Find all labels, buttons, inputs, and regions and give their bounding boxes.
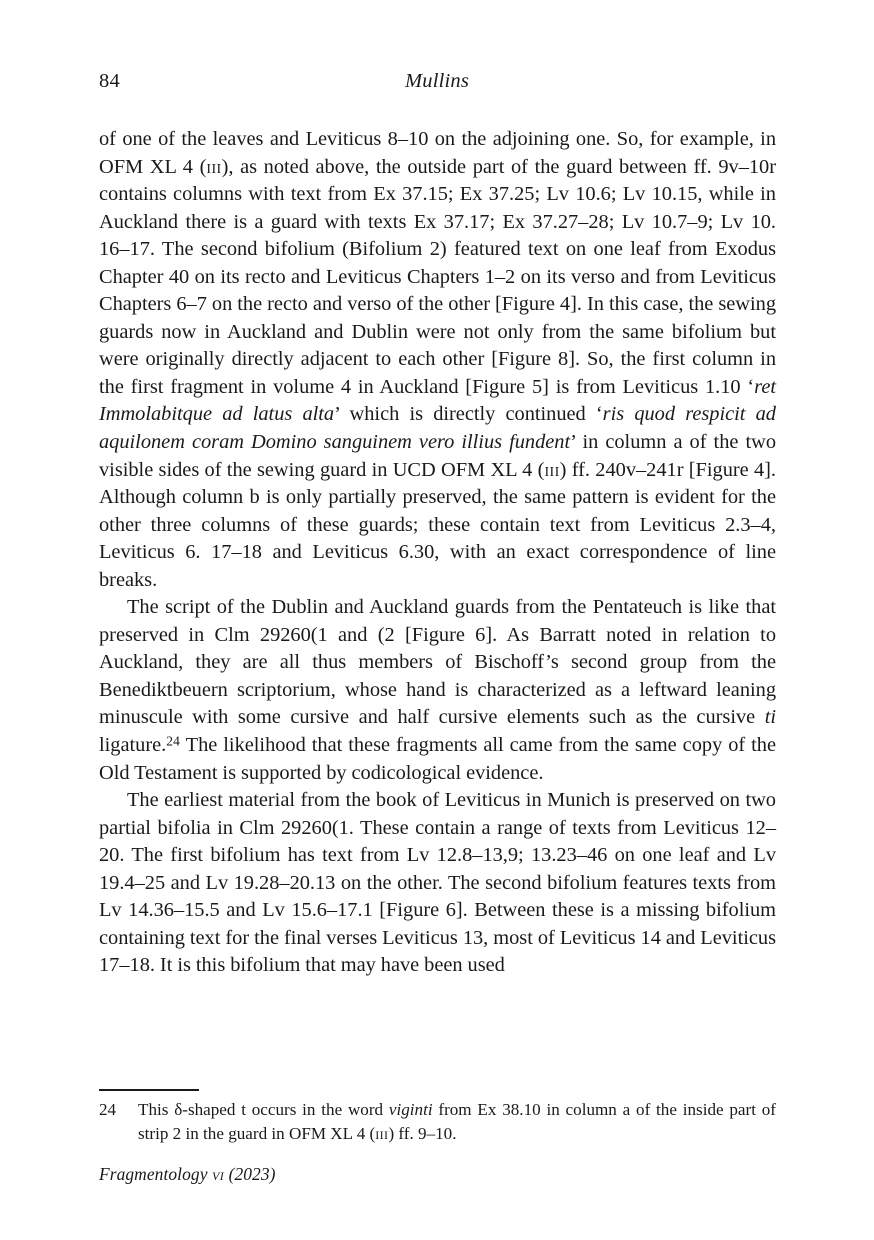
text-run: ) ff. 240v–241r [Figure 4]. Although column b is only partially preserved, the same pattern is evident for the other three columns of these guards; these contain text from Leviticus 2.3–4, Leviticus 6. 17–18 and Leviticus 6.30, with an exact correspondence of line breaks.	[99, 458, 777, 591]
text-run: ligature.	[99, 734, 167, 757]
footnote-reference-marker: 24	[166, 733, 181, 749]
running-head-title: Mullins	[404, 70, 470, 92]
body-paragraph	[99, 594, 776, 787]
text-run: ), as noted above, the outside part of the guard between ff. 9v–10r contains columns with text from Ex 37.15; Ex 37.25; Lv 10.6; Lv 10.15, while in Auckland there is a guard with texts Ex 37.17; Ex 37.27–28; Lv 10.7–9; Lv 10. 16–17. The second bifolium (Bifolium 2) featured text on one leaf from Exodus Chapter 40 on its recto and Leviticus Chapters 1–2 on its verso and from Leviticus Chapters 6–7 on the recto and verso of the other [Figure 4]. In this case, the sewing guards now in Auckland and Dublin were not only from the same bifolium but were originally directly adjacent to each other [Figure 8]. So, the first column in the first fragment in volume 4 in Auckland [Figure 5] is from Leviticus 1.10 ‘	[99, 155, 777, 398]
italic-text: viginti	[388, 1100, 433, 1119]
text-run: The script of the Dublin and Auckland guards from the Pentateuch is like that preserved in Clm 29260(1 and (2 [Figure 6]. As Barratt noted in relation to Auckland, they are all thus members of Bischoff’s second group from the Benediktbeuern scriptorium, whose hand is characterized as a leftward leaning minuscule with some cursive and half cursive elements such as the cursive	[99, 596, 776, 729]
footnote-text	[138, 1100, 776, 1143]
text-run: The earliest material from the book of Leviticus in Munich is preserved on two partial bifolia in Clm 29260(1. These contain a range of texts from Leviticus 12–20. The first bifolium has text from Lv 12.8–13,9; 13.23–46 on one leaf and Lv 19.4–25 and Lv 19.28–20.13 on the other. The second bifolium features texts from Lv 14.36–15.5 and Lv 15.6–17.1 [Figure 6]. Between these is a missing bifolium containing text for the final verses Leviticus 13, most of Leviticus 14 and Leviticus 17–18. It is this bifolium that may have been used	[99, 789, 776, 977]
small-caps-text: iii	[375, 1124, 389, 1144]
text-run: This δ-shaped t occurs in the word	[138, 1100, 389, 1119]
text-run: ’ in column a of the two visible sides of the sewing guard in UCD OFM XL 4 (	[99, 431, 776, 481]
footer-volume: vi	[211, 1164, 225, 1184]
footer-journal-name: Fragmentology	[99, 1164, 208, 1184]
text-run: ’ which is directly continued ‘	[334, 403, 603, 426]
text-run: The likelihood that these fragments all came from the same copy of the Old Testament is supported by codicological evidence.	[99, 734, 776, 784]
footnote-area	[99, 1098, 776, 1146]
italic-text: ris quod respicit ad aquilonem coram Domino sanguinem vero illius fundent	[99, 403, 776, 454]
italic-text: ti	[764, 706, 776, 729]
footnote-item	[99, 1098, 776, 1146]
small-caps-text: iii	[206, 155, 222, 178]
text-run: of one of the leaves and Leviticus 8–10 on the adjoining one. So, for example, in OFM XL 4 (	[99, 128, 776, 178]
body-text	[99, 126, 776, 980]
page-footer	[99, 1163, 276, 1185]
text-run: from Ex 38.10 in column a of the inside part of strip 2 in the guard in OFM XL 4 (	[138, 1100, 776, 1144]
text-run: ) ff. 9–10.	[388, 1124, 457, 1144]
page-number: 84	[99, 70, 120, 92]
italic-text: ret Immolabitque ad latus alta	[99, 375, 776, 426]
body-paragraph	[99, 787, 776, 980]
footnote-number: 24	[99, 1100, 117, 1119]
body-paragraph	[99, 126, 776, 594]
footnote-separator-rule	[99, 1089, 199, 1091]
footer-year: (2023)	[228, 1164, 276, 1184]
running-head	[99, 68, 775, 94]
small-caps-text: iii	[544, 458, 560, 481]
